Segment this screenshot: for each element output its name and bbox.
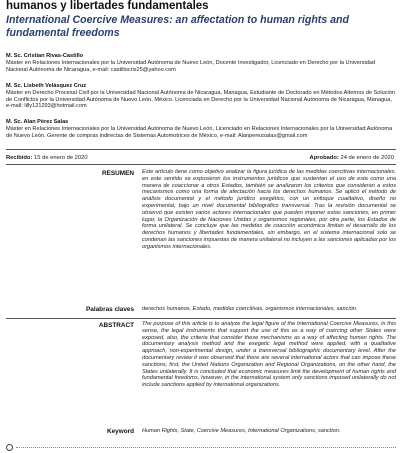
abstract-text: The purpose of this article is to analyze the legal figure of the International Coercive Measures, in this sense, the legal instruments that support the use of this as a way of coercing other States were exposed, also, the criteria that consider these mechanisms as a way of affecting human rights. The documentary analysis method and the exegetic legal method were applied, with a qualitative approach, non-experimental design, under a transversal bibliographic documentary level. After the documentary review it was observed that there are several international actors that can impose these sanctions, first, the United Nations Organization and Regional Organizations, on the other hand, the States unilaterally. It is concluded that economic measures limit the development of human rights and fundamental freedoms, however, in the international system only sanctions imposed unilaterally do not include sanctions applied by international organizations. <box>142 321 396 389</box>
author-name: M. Sc. Lisbeth Velásquez Cruz <box>6 83 87 89</box>
article-title-spanish: humanos y libertades fundamentales <box>6 0 209 12</box>
resumen-label: RESUMEN <box>102 170 134 177</box>
author-bio: Máster en Relaciones Internacionales por la Universidad Autónoma de Nuevo León, Licenciado en Relaciones Internacionales por la Universidad Autónoma de Nuevo León. Gerente de compras indirectas de Sistemas Automotrices de México, e-mail: Alanperezsalas@gmail.com <box>6 125 393 139</box>
author-name: M. Sc. Cristian Rivas-Castillo <box>6 53 84 59</box>
divider-top <box>6 149 396 150</box>
keyword-label: Keyword <box>107 428 134 435</box>
divider-abstract <box>6 318 396 319</box>
author-bio: Máster en Relaciones Internacionales por la Universidad Autónoma de Nuevo León, Docente Investigador, Licenciado en Derecho por la Universidad Nacional Autónoma de Nicaragua, e-mail: castillocris25@yahoo.com <box>6 59 376 73</box>
palabras-claves-text: derechos humanos, Estado, medidas coercitivas, organismos internacionales, sanción. <box>142 306 358 312</box>
author-bio: Máster en Derecho Procesal Civil por la Universidad Nacional Autónoma de Nicaragua, Managua, Estudiante de Doctorado en Métodos Alternos de Solución de Conflictos por la Universidad Autónoma de Nuevo León, México. Licenciada en Derecho por la Universidad Nacional Autónoma de Nicaragua, Managua, e-mail: lilly121293@hotmail.com <box>6 89 395 110</box>
license-icon <box>6 444 13 451</box>
author-block-2 <box>6 83 396 110</box>
article-title-english: International Coercive Measures: an affectation to human rights and fundamental freedoms <box>6 14 349 39</box>
author-block-1 <box>6 53 396 73</box>
author-name: M. Sc. Alan Pérez Salas <box>6 119 69 125</box>
resumen-text: Este artículo tiene como objetivo analizar la figura jurídica de las medidas coercitivas internacionales, en este sentido se expusieron los instrumentos jurídicos que sustentan el uso de esta como una manera de coaccionar a otros Estados, también se analizaron los criterios que consideran a estos mecanismos como una forma de afectación hacia los derechos humanos. Se aplicó el método de análisis documental y el método jurídico exegético, con un enfoque cualitativo, diseño no experimental, bajo un nivel documental bibliográfico transversal. Tras la revisión documental se observó que existen varios actores internacionales que pueden imponer estas sanciones, en primer lugar, la Organización de Naciones Unidas y organismos regionales, por otra parte, los Estados de forma unilateral. Se concluye que las medidas de coacción económica limitan el desarrollo de los derechos humanos y libertades fundamentales, sin embargo, en el sistema internacional solo se condenan las sanciones impuestas de manera unilateral no incluyen a las sanciones aplicadas por los organismos internacionales. <box>142 169 396 250</box>
approved-date: Aprobado: 24 de enero de 2020 <box>309 155 394 161</box>
received-date: Recibido: 15 de enero de 2020 <box>6 155 88 161</box>
author-block-3 <box>6 119 396 139</box>
palabras-claves-label: Palabras claves <box>86 306 134 313</box>
keyword-text: Human Rights, State, Coercive Measures, International Organizations, sanction. <box>142 428 341 434</box>
divider-dates <box>6 164 396 165</box>
footer-divider <box>16 447 396 448</box>
abstract-label: ABSTRACT <box>98 322 134 329</box>
